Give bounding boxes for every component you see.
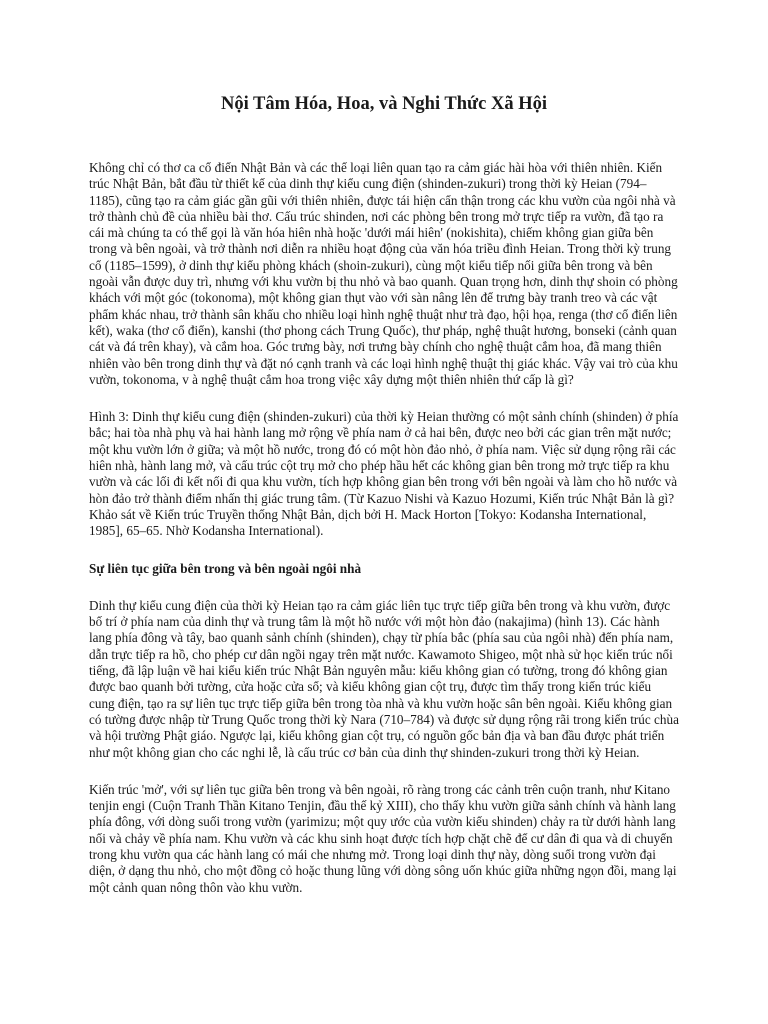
figure-caption: Hình 3: Dinh thự kiểu cung điện (shinden-zukuri) của thời kỳ Heian thường có một sảnh chính (shinden) ở phía bắc; hai tòa nhà phụ và hai hành lang mở rộng về phía nam ở cả hai bên, được neo bởi các gian trên mặt nước; một khu vườn lớn ở giữa; và một hồ nước, trong đó có một hòn đảo nhỏ, ở phía nam. Việc sử dụng rộng rãi các hiên nhà, hành lang mở, và cấu trúc cột trụ mở cho phép hầu hết các không gian bên trong mở trực tiếp ra khu vườn và các lối đi kết nối đi qua khu vườn, tích hợp không gian bên trong với bên ngoài và làm cho hồ nước và hòn đảo trở thành điểm nhấn thị giác trung tâm. (Từ Kazuo Nishi và Kazuo Hozumi, Kiến trúc Nhật Bản là gì? Khảo sát về Kiến trúc Truyền thống Nhật Bản, dịch bởi H. Mack Horton [Tokyo: Kodansha International, 1985], 65–65. Nhờ Kodansha International). <box>89 409 679 539</box>
paragraph-continuity: Dinh thự kiểu cung điện của thời kỳ Heian tạo ra cảm giác liên tục trực tiếp giữa bên trong và khu vườn, được bố trí ở phía nam của dinh thự và trung tâm là một hồ nước với một hòn đảo (nakajima) (hình 13). Các hành lang phía đông và tây, bao quanh sảnh chính (shinden), chạy từ phía bắc (phía sau của ngôi nhà) đến phía nam, dẫn trực tiếp ra hồ, cho phép cư dân ngồi ngay trên mặt nước. Kawamoto Shigeo, một nhà sử học kiến trúc nổi tiếng, đã lập luận về hai kiểu kiến trúc Nhật Bản nguyên mẫu: kiểu không gian có tường, trong đó không gian được bao quanh bởi tường, cửa hoặc cửa sổ; và kiểu không gian cột trụ, được tìm thấy trong kiến trúc kiểu cung điện, tạo ra sự liên tục trực tiếp giữa bên trong tòa nhà và khu vườn hoặc sân bên ngoài. Kiểu không gian có tường được nhập từ Trung Quốc trong thời kỳ Nara (710–784) và được sử dụng rộng rãi trong kiến trúc chùa và hội trường Phật giáo. Ngược lại, kiểu không gian cột trụ, có nguồn gốc bản địa và ban đầu được phát triển như một không gian cho các nghi lễ, là cấu trúc cơ bản của dinh thự shinden-zukuri trong thời kỳ Heian. <box>89 597 679 760</box>
section-heading: Sự liên tục giữa bên trong và bên ngoài ngôi nhà <box>89 560 362 576</box>
document-title: Nội Tâm Hóa, Hoa, và Nghi Thức Xã Hội <box>221 94 547 114</box>
paragraph-open-architecture: Kiến trúc 'mở', với sự liên tục giữa bên trong và bên ngoài, rõ ràng trong các cảnh trên cuộn tranh, như Kitano tenjin engi (Cuộn Tranh Thần Kitano Tenjin, đầu thế kỷ XIII), cho thấy khu vườn giữa sảnh chính và hành lang phía đông, với dòng suối trong vườn (yarimizu; một quy ước của vườn kiểu shinden) chảy ra từ dưới hành lang nối và chảy về phía nam. Khu vườn và các khu sinh hoạt được tích hợp chặt chẽ để cư dân đi qua và di chuyển trong khu vườn qua các hành lang có mái che nhưng mở. Trong loại dinh thự này, dòng suối trong vườn đại diện, ở dạng thu nhỏ, cho một đồng cỏ hoặc thung lũng với dòng sông uốn khúc giữa những ngọn đồi, mang lại một cảnh quan nông thôn vào khu vườn. <box>89 781 677 895</box>
paragraph-intro: Không chỉ có thơ ca cổ điển Nhật Bản và các thể loại liên quan tạo ra cảm giác hài hòa với thiên nhiên. Kiến trúc Nhật Bản, bắt đầu từ thiết kế của dinh thự kiểu cung điện (shinden-zukuri) trong thời kỳ Heian (794–1185), cũng tạo ra cảm giác gần gũi với thiên nhiên, được tái hiện cẩn thận trong các khu vườn của ngôi nhà và trở thành chủ đề của nhiều bài thơ. Cấu trúc shinden, nơi các phòng bên trong mở trực tiếp ra vườn, đã tạo ra cái mà chúng ta có thể gọi là văn hóa hiên nhà hoặc 'dưới mái hiên' (nokishita), chiếm không gian giữa bên trong và bên ngoài, và trở thành nơi diễn ra nhiều hoạt động của văn hóa triều đình Heian. Trong thời kỳ trung cổ (1185–1599), ở dinh thự kiểu phòng khách (shoin-zukuri), cùng một kiểu tiếp nối giữa bên trong và bên ngoài vẫn được duy trì, nhưng với khu vườn bị thu nhỏ và bao quanh. Quan trọng hơn, dinh thự shoin có phòng khách với một góc (tokonoma), một không gian thụt vào với sàn nâng lên để trưng bày tranh treo và các vật phẩm khác nhau, trở thành sân khấu cho nhiều loại hình nghệ thuật như trà đạo, hội họa, renga (thơ cổ điển liên kết), waka (thơ cổ điển), kanshi (thơ phong cách Trung Quốc), thư pháp, nghệ thuật hương, bonseki (cảnh quan cát và đá trên khay), và cắm hoa. Góc trưng bày, nơi trưng bày chính cho nghệ thuật cắm hoa, đã mang thiên nhiên vào bên trong dinh thự và đặt nó cạnh tranh và các loại hình nghệ thuật thị giác khác. Vậy vai trò của khu vườn, tokonoma, v à nghệ thuật cắm hoa trong việc xây dựng một thiên nhiên thứ cấp là gì? <box>89 160 678 387</box>
